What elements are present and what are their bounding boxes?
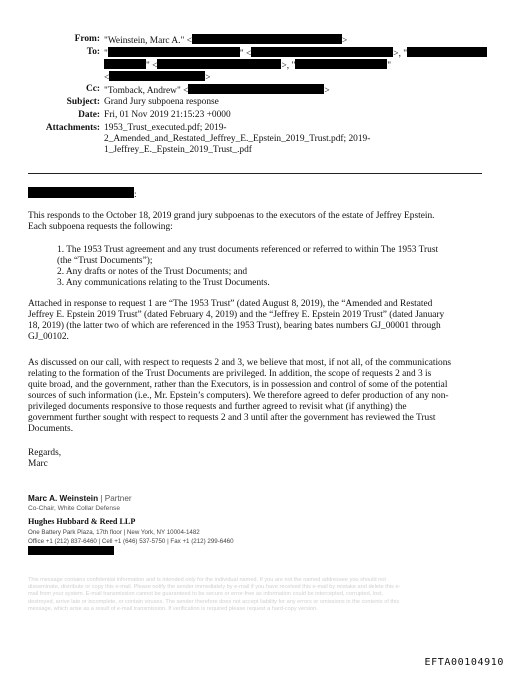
redaction-block <box>28 546 114 555</box>
signature-title: Co-Chair, White Collar Defense <box>28 505 120 512</box>
cc-name: "Tomback, Andrew" <box>104 86 181 96</box>
attachments-paragraph <box>28 299 482 343</box>
from-name: "Weinstein, Marc A." < <box>104 36 192 46</box>
redaction-block <box>192 34 342 44</box>
list-item: 1. The 1953 Trust agreement and any trust documents referenced or referred to within The 1953 Trust <box>57 245 439 255</box>
attachments-label: Attachments: <box>45 123 100 133</box>
signature-role: | Partner <box>98 494 132 503</box>
document-id: EFTA00104910 <box>424 657 504 668</box>
text-line: Jeffrey E. Epstein 2019 Trust” (dated February 4, 2019) and the “Jeffrey E. Epstein 2019 Trust” (dated January <box>28 310 445 320</box>
text-line: privileged documents responsive to those requests and further agreed to revisit what (if anything) the <box>28 402 407 412</box>
redaction-block <box>157 59 281 69</box>
redaction-block <box>108 47 240 57</box>
redaction-block <box>104 59 146 69</box>
redaction-block <box>251 47 393 57</box>
date-label: Date: <box>78 110 100 120</box>
from-label: From: <box>74 34 100 44</box>
attachment-line[interactable]: 1953_Trust_executed.pdf; 2019- <box>104 123 227 133</box>
to-value-line-1: " " < >, " <box>104 47 487 60</box>
text-line: 18, 2019) (the latter two of which are referenced in the 1953 Trust), bearing bates numbers GJ_00001 through <box>28 321 441 331</box>
text-line: This responds to the October 18, 2019 grand jury subpoenas to the executors of the estate of Jeffrey Epstein. <box>28 211 435 221</box>
attachment-line[interactable]: 1_Jeffrey_E._Epstein_2019_Trust_.pdf <box>104 145 252 155</box>
request-list <box>57 245 487 289</box>
from-value: "Weinstein, Marc A." < > <box>104 36 348 46</box>
confidentiality-disclaimer <box>28 577 488 613</box>
header-divider <box>28 173 482 174</box>
signature-firm: Hughes Hubbard & Reed LLP <box>28 517 136 526</box>
to-row <box>0 47 512 59</box>
date-row <box>0 110 512 122</box>
closing-line: Regards, <box>28 448 62 458</box>
signature-phones: Office +1 (212) 837-6460 | Cell +1 (646) 537-5750 | Fax +1 (212) 299-6460 <box>28 538 234 545</box>
text-line: Documents. <box>28 424 74 434</box>
closing <box>28 448 482 470</box>
text-line: government further sought with respect to requests 2 and 3 until after the government has reviewed the Trust <box>28 413 436 423</box>
subject-value: Grand Jury subpoena response <box>104 97 219 107</box>
closing-line: Marc <box>28 459 48 469</box>
to-row-continued <box>0 71 512 83</box>
disclaimer-line: destroyed, arrive late or incomplete, or contain viruses. The sender therefore does not accept liability for any errors or omissions in the contents of this <box>28 598 400 605</box>
text-line: GJ_00102. <box>28 332 69 342</box>
signature-address: One Battery Park Plaza, 17th floor | New York, NY 10004-1482 <box>28 529 200 536</box>
text-line: sources of such information (i.e., Mr. Epstein’s computers). We therefore agreed to defer production of any non- <box>28 391 449 401</box>
intro-paragraph <box>28 211 482 233</box>
redacted-greeting: : <box>28 187 137 201</box>
list-item-continued: (the “Trust Documents”); <box>57 256 153 266</box>
from-row <box>0 34 512 46</box>
text-line: quite broad, and the government, rather than the Executors, is in possession and control of some of the potential <box>28 380 448 390</box>
redaction-block <box>28 187 134 198</box>
subject-row <box>0 97 512 109</box>
attachments-row-continued <box>0 145 512 157</box>
list-item: 3. Any communications relating to the Trust Documents. <box>57 278 270 288</box>
to-value-line-2: " < >, " " <box>104 59 391 72</box>
text-line: relating to the formation of the Trust Documents are privileged. In addition, the scope of requests 2 and 3 is <box>28 369 432 379</box>
signature-redaction <box>28 546 114 558</box>
text-line: Each subpoena requests the following: <box>28 222 173 232</box>
cc-value: "Tomback, Andrew" < > <box>104 86 330 96</box>
redaction-block <box>407 47 487 57</box>
cc-row <box>0 84 512 96</box>
disclaimer-line: message, which arise as a result of e-mail transmission. If verification is required please request a hard-copy version. <box>28 605 318 612</box>
redaction-block <box>188 84 324 94</box>
text-line: Attached in response to request 1 are “The 1953 Trust” (dated August 8, 2019), the “Amended and Restated <box>28 299 433 309</box>
cc-label: Cc: <box>85 84 100 94</box>
date-value: Fri, 01 Nov 2019 21:15:23 +0000 <box>104 110 231 120</box>
redaction-block <box>295 59 387 69</box>
disclaimer-line: mail from your system. E-mail transmission cannot be guaranteed to be secure or error-free as information could be intercepted, corrupted, lost, <box>28 591 384 598</box>
to-label: To: <box>86 47 100 57</box>
to-value-line-3: < > <box>104 73 211 83</box>
attachment-line[interactable]: 2_Amended_and_Restated_Jeffrey_E._Epstein_2019_Trust.pdf; 2019- <box>104 134 371 144</box>
list-item: 2. Any drafts or notes of the Trust Documents; and <box>57 267 248 277</box>
redaction-block <box>109 71 205 81</box>
to-row-continued <box>0 59 512 71</box>
disclaimer-line: This message contains confidential information and is intended only for the individual named. If you are not the named addressee you should not <box>28 577 386 583</box>
signature-name: Marc A. Weinstein <box>28 494 99 503</box>
text-line: As discussed on our call, with respect to requests 2 and 3, we believe that most, if not all, of the communications <box>28 358 452 368</box>
subject-label: Subject: <box>66 97 100 107</box>
requests-paragraph <box>28 358 482 435</box>
disclaimer-line: disseminate, distribute or copy this e-mail. Please notify the sender immediately by e-mail if you have received this e-mail by mistake and delete this e- <box>28 584 401 591</box>
